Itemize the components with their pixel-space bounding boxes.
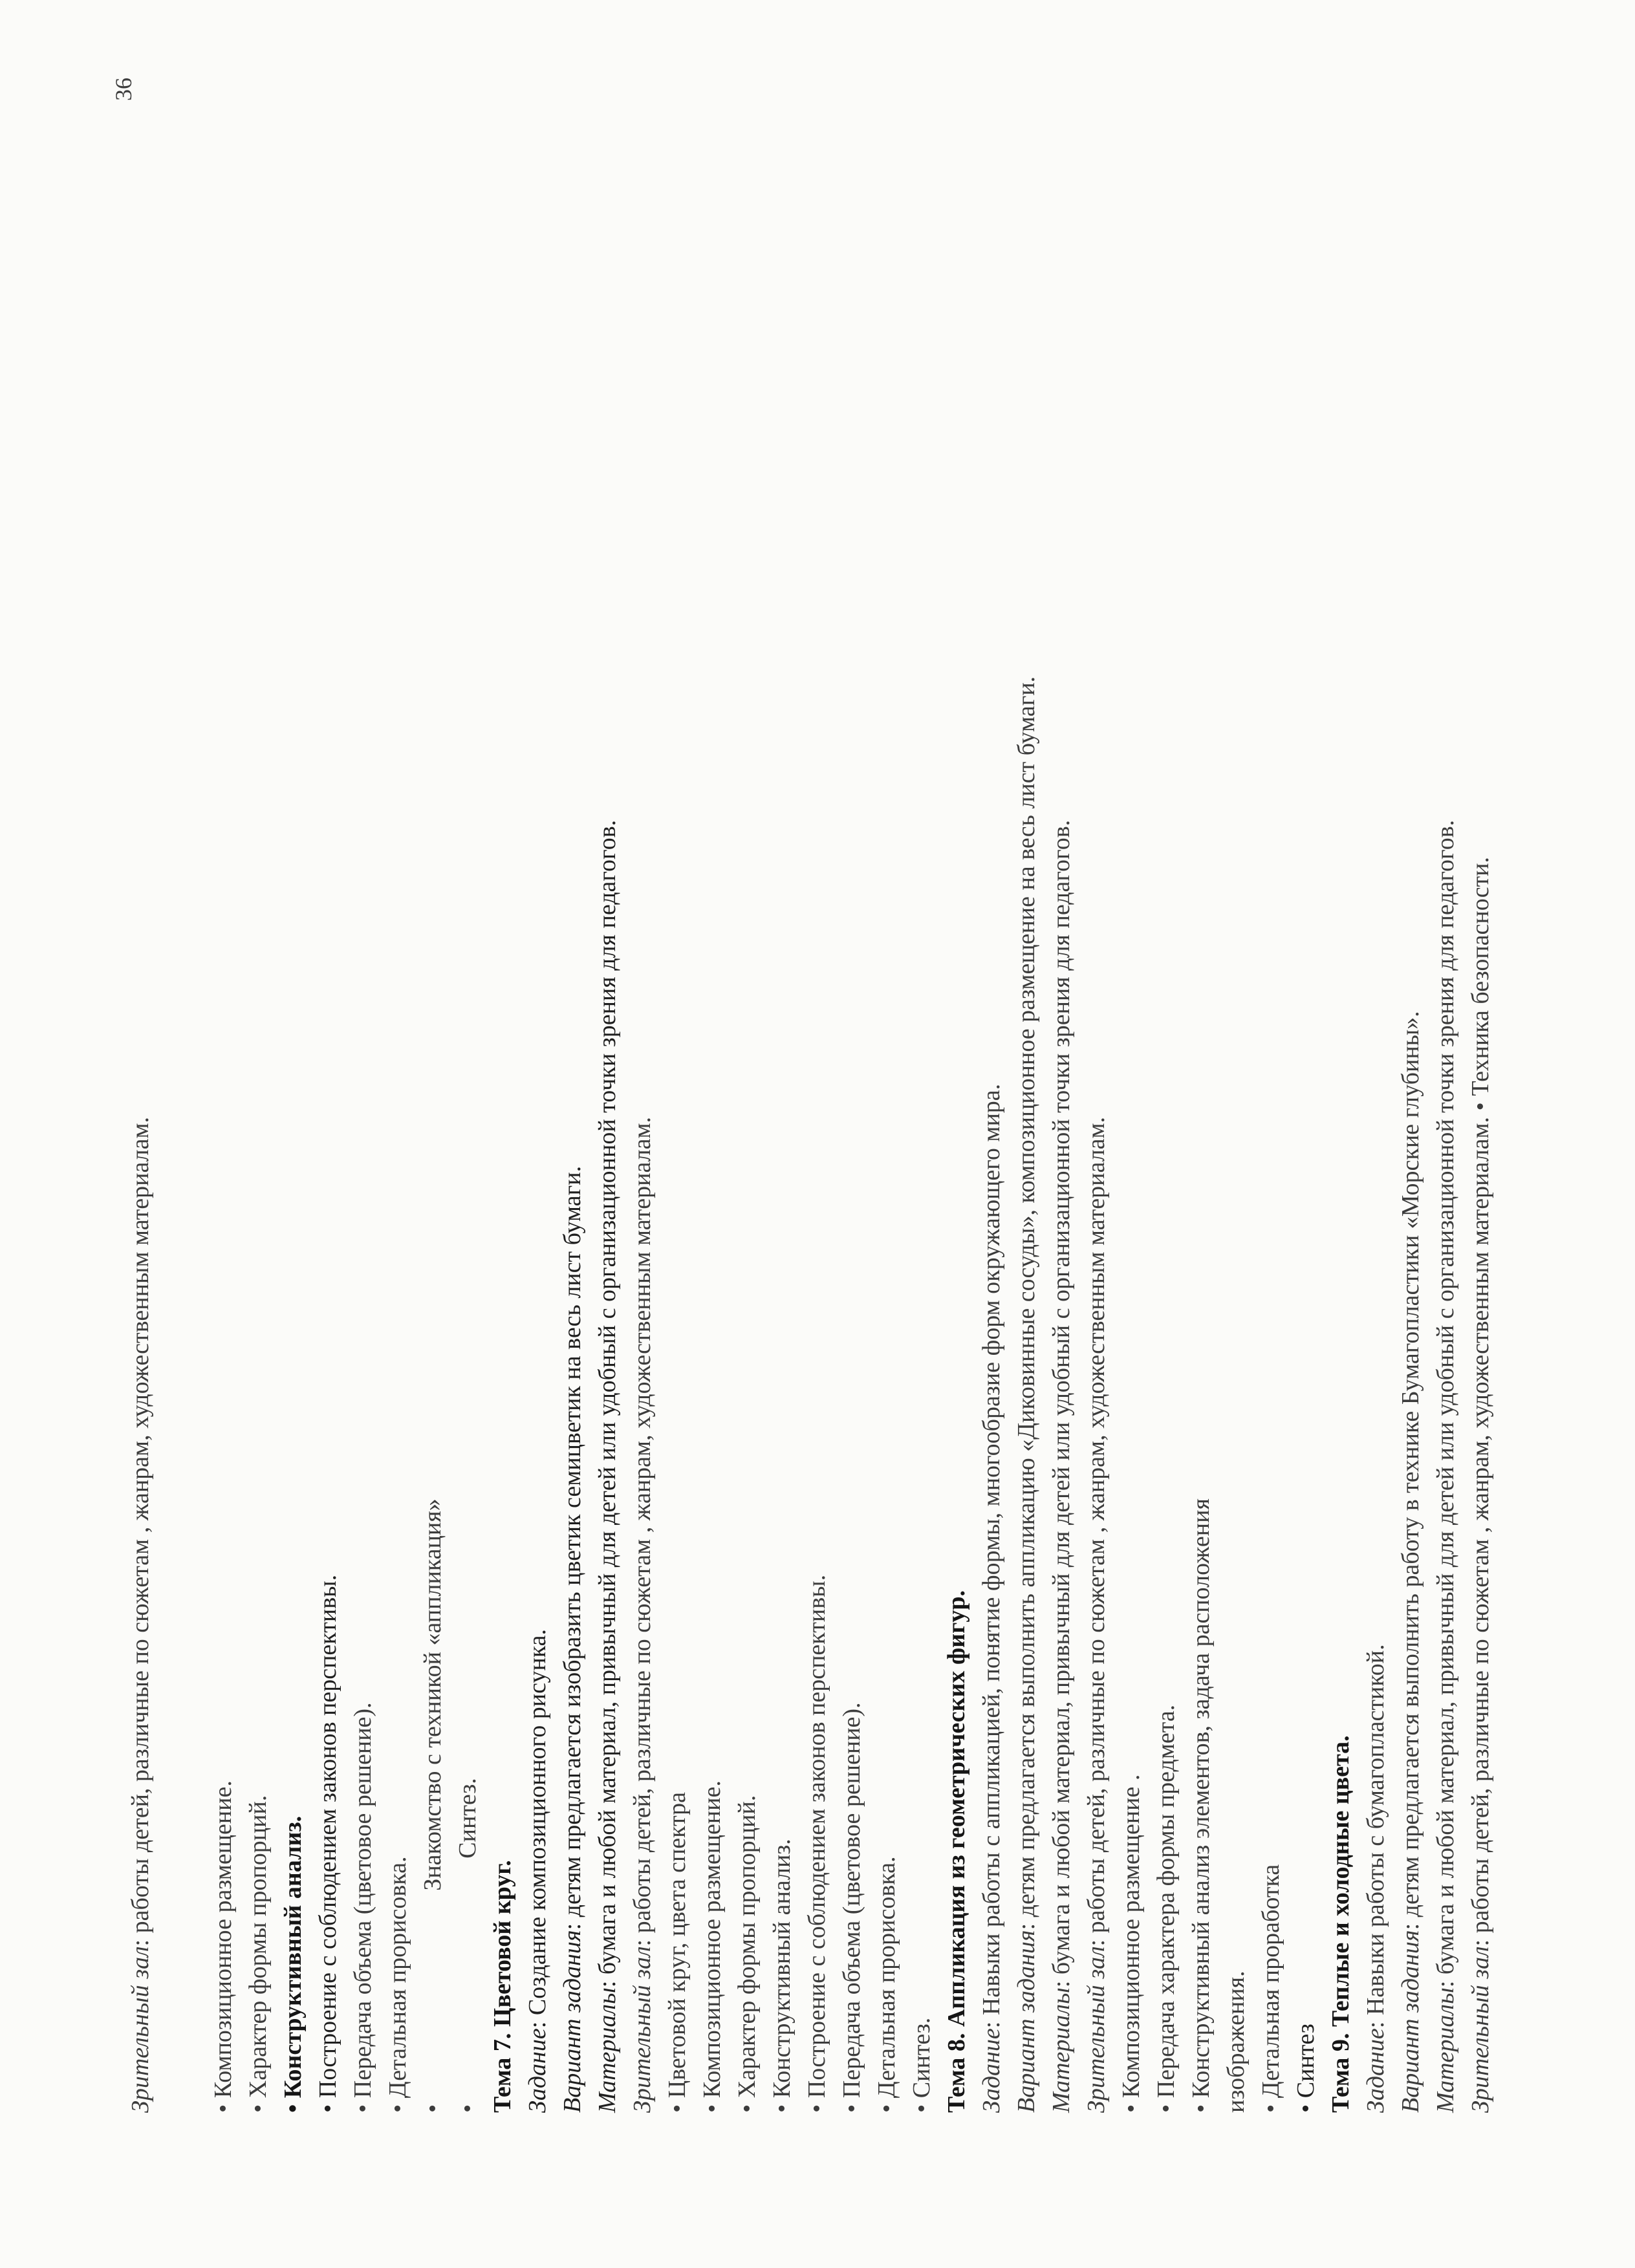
list-item: • Конструктивный анализ элементов, задача расположения — [1184, 134, 1218, 2113]
task-text: : Навыки работы с бумагопластикой. — [1362, 1644, 1389, 2029]
task-line — [520, 134, 555, 2113]
task-label: Задание — [524, 2028, 551, 2113]
section-heading: Тема 8. Аппликация из геометрических фигур. — [943, 1590, 970, 2113]
list-item: • Синтез — [1288, 134, 1323, 2113]
list-item-indented — [450, 134, 485, 2113]
variant-label: Вариант задания — [559, 1930, 586, 2113]
task-label: Задание — [1362, 2028, 1389, 2113]
list-item: • Синтез. — [904, 134, 939, 2113]
variant-label: Вариант задания — [1013, 1930, 1040, 2113]
hall-text: : работы детей, различные по сюжетам , жанрам, художественным материалам. • Техника безопасности. — [1467, 856, 1494, 1947]
hall-text: : работы детей, различные по сюжетам , жанрам, художественным материалам. — [1083, 1116, 1110, 1947]
hall-line — [1463, 134, 1498, 2113]
hall-text: : работы детей, различные по сюжетам , жанрам, художественным материалам. — [629, 1116, 656, 1947]
hall-label: Зрительный зал — [1083, 1946, 1110, 2113]
list-item: • Конструктивный анализ. — [276, 134, 310, 2113]
task-text: : Навыки работы с аппликацией, понятие формы, многообразие форм окружающего мира. — [978, 1083, 1005, 2029]
list-item: • Композиционное размещение. — [206, 134, 241, 2113]
task-line — [1358, 134, 1393, 2113]
list-item: • Передача объема (цветовое решение). — [834, 134, 869, 2113]
list-item: • Конструктивный анализ. — [764, 134, 799, 2113]
list-item: • Цветовой круг, цвета спектра — [660, 134, 695, 2113]
intro-text: : работы детей, различные по сюжетам , жанрам, художественным материалам. — [127, 1116, 154, 1947]
materials-label: Материалы — [594, 1987, 621, 2113]
materials-text: : бумага и любой материал, привычный для детей или удобный с организационной точки зрения для педагогов. — [1432, 819, 1459, 1988]
list-item: • Детальная прорисовка. — [869, 134, 904, 2113]
bullet-mark: • — [419, 2104, 446, 2113]
task-line — [974, 134, 1009, 2113]
intro-label: Зрительный зал — [127, 1946, 154, 2113]
section-heading: Тема 7. Цветовой круг. — [489, 1860, 516, 2113]
variant-line — [1393, 134, 1428, 2113]
materials-label: Материалы — [1048, 1987, 1075, 2113]
materials-text: : бумага и любой материал, привычный для детей или удобный с организационной точки зрения для педагогов. — [594, 819, 621, 1988]
list-item: • Передача объема (цветовое решение). — [345, 134, 380, 2113]
list-item-text: Знакомство с техникой «аппликация» — [419, 1498, 446, 1891]
list-item: • Детальная проработка — [1253, 134, 1288, 2113]
list-item: • Построение с соблюдением законов перспективы. — [799, 134, 834, 2113]
section-heading: Тема 9. Теплые и холодные цвета. — [1327, 1735, 1354, 2113]
task-label: Задание — [978, 2028, 1005, 2113]
list-item: • Характер формы пропорций. — [730, 134, 764, 2113]
intro-line — [123, 134, 158, 2113]
materials-line — [1044, 134, 1079, 2113]
document-body — [123, 134, 1498, 2113]
task-text: : Создание композиционного рисунка. — [524, 1628, 551, 2029]
bullet-mark: • — [454, 2104, 481, 2113]
list-item: • Характер формы пропорций. — [241, 134, 276, 2113]
materials-text: : бумага и любой материал, привычный для детей или удобный с организационной точки зрения для педагогов. — [1048, 819, 1075, 1988]
variant-text: : детям предлагается выполнить работу в технике Бумагопластики «Морские глубины». — [1397, 1011, 1424, 1930]
list-item-indented — [415, 134, 450, 2113]
list-item: • Построение с соблюдением законов перспективы. — [310, 134, 345, 2113]
list-item: • Композиционное размещение. — [695, 134, 730, 2113]
list-item-continuation: изображения. — [1222, 1971, 1250, 2113]
page-number: 36 — [111, 78, 136, 101]
list-item: • Передача характера формы предмета. — [1149, 134, 1184, 2113]
variant-text: : детям предлагается изобразить цветик семицветик на весь лист бумаги. — [559, 1165, 586, 1930]
list-item: • Композиционное размещение . — [1114, 134, 1149, 2113]
hall-label: Зрительный зал — [629, 1946, 656, 2113]
list-item: • Детальная прорисовка. — [380, 134, 415, 2113]
variant-line — [1009, 134, 1044, 2113]
list-item-text: Синтез. — [454, 1778, 481, 1859]
hall-label: Зрительный зал — [1467, 1946, 1494, 2113]
hall-line — [1079, 134, 1114, 2113]
variant-text: : детям предлагается выполнить аппликацию «Диковинные сосуды», композиционное размещение на весь лист бумаги. — [1013, 676, 1040, 1930]
materials-label: Материалы — [1432, 1987, 1459, 2113]
variant-label: Вариант задания — [1397, 1930, 1424, 2113]
variant-line — [555, 134, 590, 2113]
hall-line — [625, 134, 660, 2113]
materials-line — [1428, 134, 1463, 2113]
materials-line — [590, 134, 625, 2113]
